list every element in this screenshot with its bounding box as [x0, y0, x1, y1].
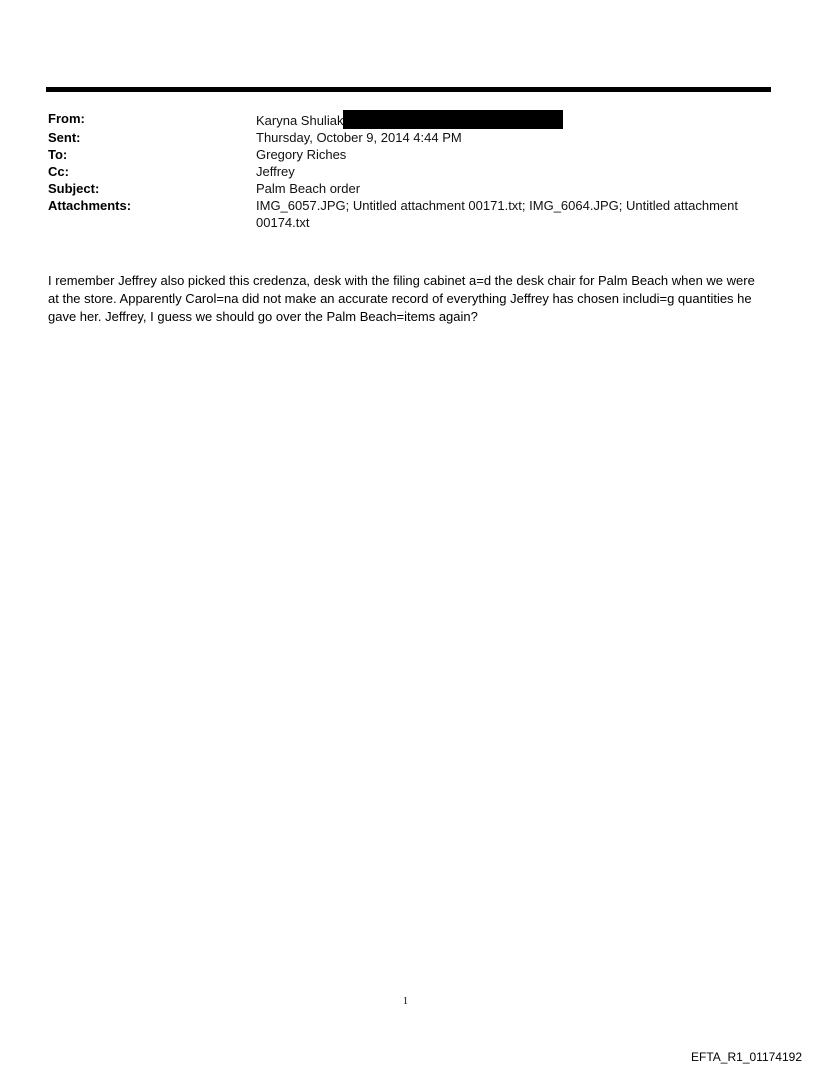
email-header [48, 110, 768, 231]
subject-value: Palm Beach order [256, 181, 361, 196]
attachments-label: Attachments: [48, 198, 132, 213]
sent-label: Sent: [48, 130, 81, 145]
header-row-attachments [48, 197, 768, 231]
subject-label: Subject: [48, 181, 100, 196]
header-divider [46, 87, 771, 92]
cc-value: Jeffrey [256, 164, 295, 179]
header-row-to [48, 146, 768, 163]
to-value: Gregory Riches [256, 147, 347, 162]
header-row-subject [48, 180, 768, 197]
document-id: EFTA_R1_01174192 [691, 1050, 802, 1064]
header-row-sent [48, 129, 768, 146]
sent-value: Thursday, October 9, 2014 4:44 PM [256, 130, 462, 145]
to-label: To: [48, 147, 68, 162]
redaction-box [343, 110, 563, 129]
email-body: I remember Jeffrey also picked this credenza, desk with the filing cabinet a=d the desk chair for Palm Beach when we were at the store. Apparently Carol=na did not make an accurate record of everything Jeffrey has chosen includi=g quantities he gave her. Jeffrey, I guess we should go over the Palm Beach=items again? [48, 273, 755, 324]
sender-name: Karyna Shuliak [256, 113, 344, 128]
header-row-cc [48, 163, 768, 180]
from-value [256, 110, 768, 129]
from-label: From: [48, 111, 85, 126]
header-row-from [48, 110, 768, 129]
attachments-value: IMG_6057.JPG; Untitled attachment 00171.txt; IMG_6064.JPG; Untitled attachment 00174.txt [256, 198, 738, 230]
page-number: 1 [403, 996, 408, 1007]
cc-label: Cc: [48, 164, 69, 179]
